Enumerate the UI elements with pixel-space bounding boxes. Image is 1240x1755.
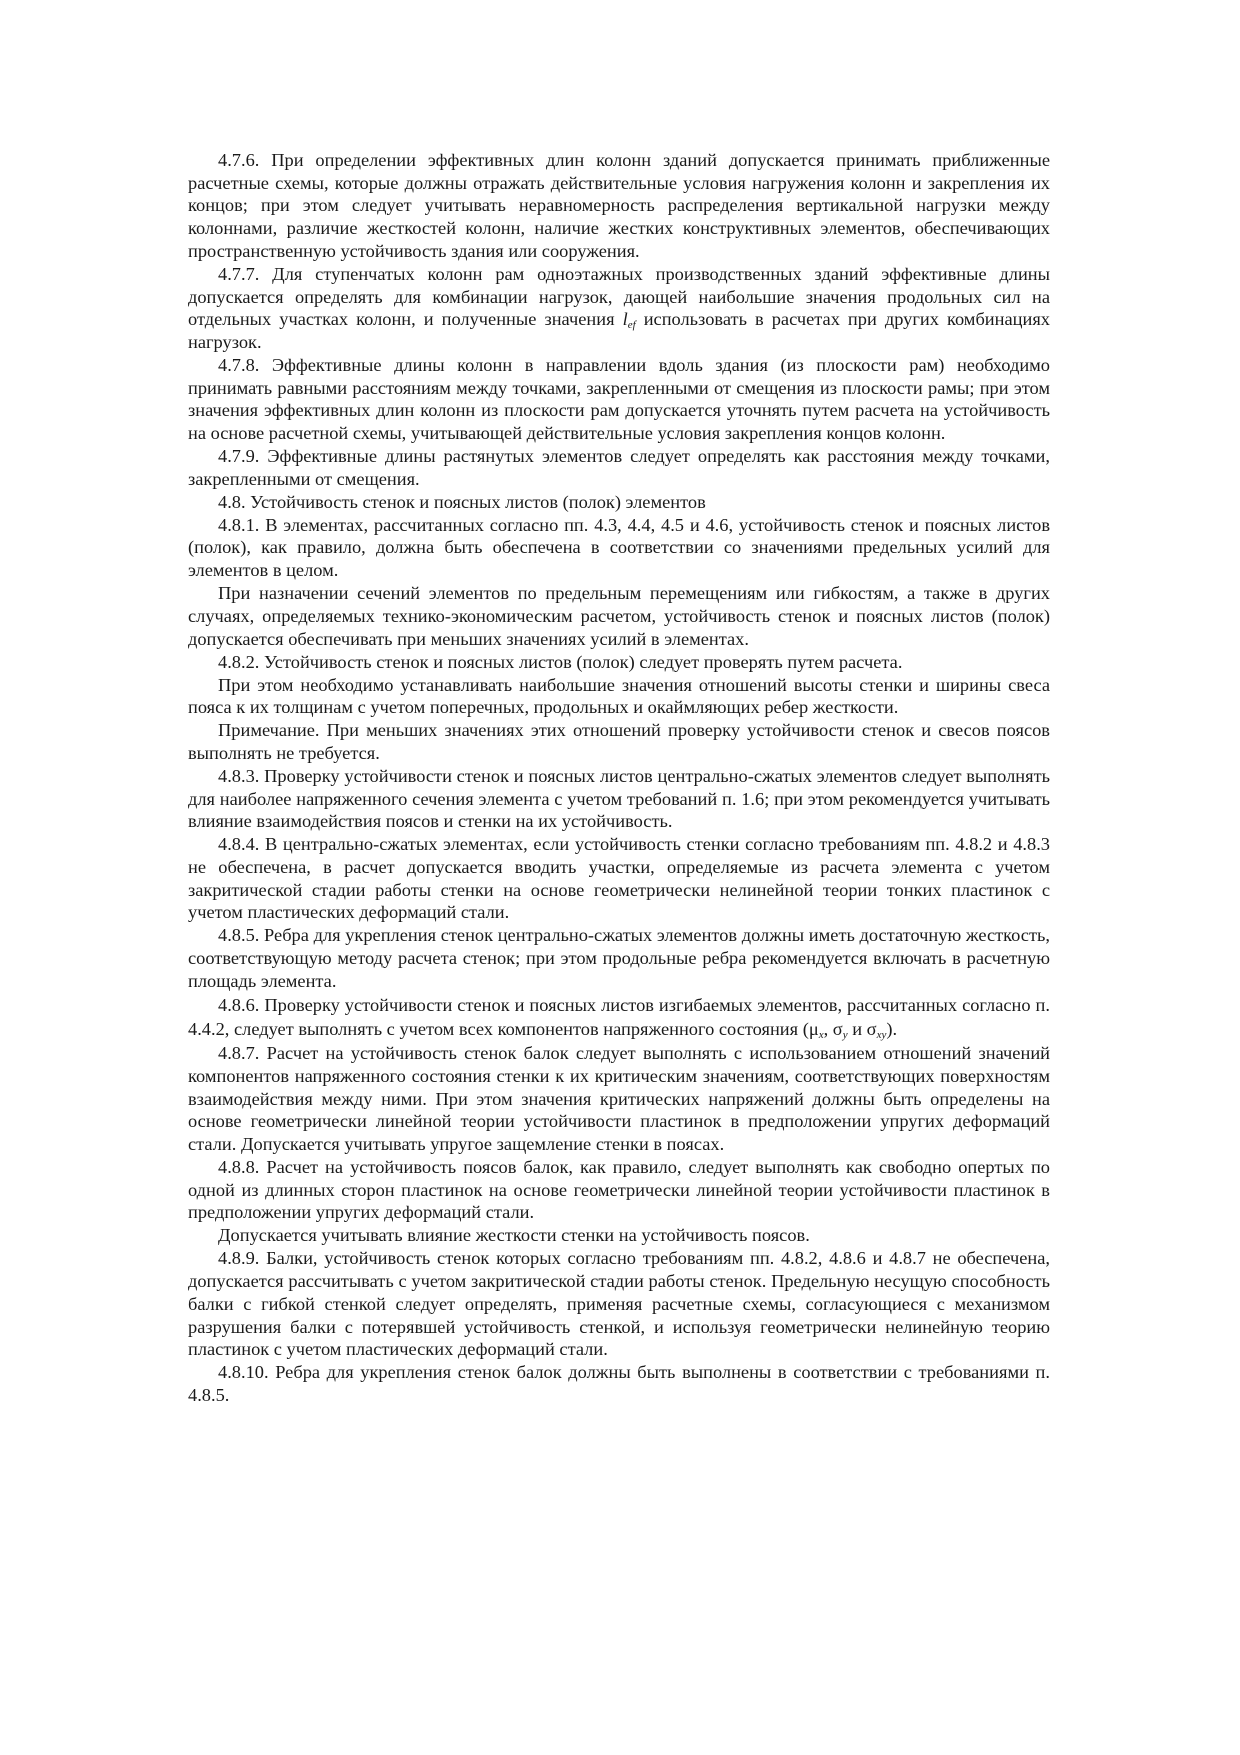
sigma-xy-symbol: $\sigma_{xy}$ [866, 1019, 887, 1042]
paragraph-4-8-9: 4.8.9. Балки, устойчивость стенок которых согласно требованиям пп. 4.8.2, 4.8.6 и 4.8.7 не обеспечена, допускается рассчитывать с учетом закритической стадии работы стенок. Предельную несущую способность балки с гибкой стенкой следует определять, применяя расчетные схемы, согласующиеся с механизмом разрушения балки с потерявшей устойчивость стенкой, и используя геометрически нелинейную теорию пластинок с учетом пластических деформаций стали. [188, 1248, 1050, 1360]
paragraph-ratio-requirement: При этом необходимо устанавливать наибольшие значения отношений высоты стенки и ширины свеса пояса к их толщинам с учетом поперечных, продольных и окаймляющих ребер жесткости. [188, 674, 1050, 718]
paragraph-4-8-6-text-end: ). [886, 1019, 898, 1040]
paragraph-4-7-7 [188, 263, 1050, 354]
paragraph-4-8-7: 4.8.7. Расчет на устойчивость стенок балок следует выполнять с использованием отношений значений компонентов напряженного состояния стенки к их критическим значениям, соответствующих поверхностям взаимодействия между ними. При этом значения критических напряжений должны быть определены на основе геометрически линейной теории устойчивости пластинок в предположении упругих деформаций стали. Допускается учитывать упругое защемление стенки в поясах. [188, 1043, 1050, 1154]
effective-length-symbol: $l_{ef}$ [622, 309, 636, 332]
paragraph-section-assignment: При назначении сечений элементов по предельным перемещениям или гибкостям, а также в других случаях, определяемых технико-экономическим расчетом, устойчивость стенок и поясных листов (полок) допускается обеспечивать при меньших значениях усилий в элементах. [188, 583, 1050, 649]
paragraph-note: Примечание. При меньших значениях этих отношений проверку устойчивости стенок и свесов поясов выполнять не требуется. [188, 720, 1050, 763]
paragraph-4-8-10: 4.8.10. Ребра для укрепления стенок балок должны быть выполнены в соответствии с требованиями п. 4.8.5. [188, 1362, 1050, 1405]
section-heading-4-8: 4.8. Устойчивость стенок и поясных листов (полок) элементов [218, 491, 706, 512]
paragraph-4-8-8: 4.8.8. Расчет на устойчивость поясов балок, как правило, следует выполнять как свободно опертых по одной из длинных сторон пластинок на основе геометрически линейной теории устойчивости пластинок в предположении упругих деформаций стали. [188, 1156, 1050, 1223]
paragraph-4-8-4: 4.8.4. В центрально-сжатых элементах, если устойчивость стенки согласно требованиям пп. 4.8.2 и 4.8.3 не обеспечена, в расчет допускается вводить участки, определяемые из расчета элемента с учетом закритической стадии работы стенки на основе геометрически нелинейной теории тонких пластинок с учетом пластических деформаций стали. [188, 834, 1050, 923]
paragraph-4-7-9: 4.7.9. Эффективные длины растянутых элементов следует определять как расстояния между точками, закрепленными от смещения. [188, 446, 1050, 489]
paragraph-4-7-7-text-start: 4.7.7. Для ступенчатых колонн рам одноэтажных производственных зданий эффективные длины допускается определять для комбинации нагрузок, дающей наибольшие значения продольных сил на отдельных участках колонн, и полученные значения [188, 263, 1050, 330]
paragraph-4-8-6-text-start: 4.8.6. Проверку устойчивости стенок и поясных листов изгибаемых элементов, рассчитанных согласно п. 4.4.2, следует выполнять с учетом всех компонентов напряженного состояния ( [188, 994, 1050, 1040]
paragraph-4-8-6: 4.8.6. Проверку устойчивости стенок и поясных листов изгибаемых элементов, рассчитанных согласно п. 4.4.2, следует выполнять с учетом всех компонентов напряженного состояния ($\mu_x$, $\sigma_y$ и $\sigma_{xy}$). [188, 994, 1050, 1042]
paragraph-4-8-1: 4.8.1. В элементах, рассчитанных согласно пп. 4.3, 4.4, 4.5 и 4.6, устойчивость стенок и поясных листов (полок), как правило, должна быть обеспечена в соответствии со значениями предельных усилий для элементов в целом. [188, 514, 1050, 581]
paragraph-web-stiffness: Допускается учитывать влияние жесткости стенки на устойчивость поясов. [218, 1225, 810, 1246]
effective-length-subscript: ef [627, 319, 636, 332]
sigma-y-symbol: $\sigma_y$ [832, 1019, 848, 1042]
paragraph-4-7-6: 4.7.6. При определении эффективных длин колонн зданий допускается принимать приближенные расчетные схемы, которые должны отражать действительные условия нагружения колонн и закрепления их концов; при этом следует учитывать неравномерность распределения вертикальной нагрузки между колоннами, различие жесткостей колонн, наличие жестких конструктивных элементов, обеспечивающих пространственную устойчивость здания или сооружения. [188, 150, 1050, 261]
document-page [188, 149, 1050, 1407]
paragraph-4-7-7-text-end: использовать в расчетах при других комбинациях нагрузок. [188, 309, 1050, 352]
paragraph-4-8-5: 4.8.5. Ребра для укрепления стенок центрально-сжатых элементов должны иметь достаточную жесткость, соответствующую методу расчета стенок; при этом продольные ребра рекомендуется включать в расчетную площадь элемента. [188, 925, 1050, 991]
mu-x-symbol: $\mu_x$ [808, 1019, 824, 1042]
paragraph-4-8-2: 4.8.2. Устойчивость стенок и поясных листов (полок) следует проверять путем расчета. [218, 651, 903, 672]
paragraph-4-7-8: 4.7.8. Эффективные длины колонн в направлении вдоль здания (из плоскости рам) необходимо принимать равными расстояниям между точками, закрепленными от смещения из плоскости рамы; при этом значения эффективных длин колонн из плоскости рам допускается уточнять путем расчета на устойчивость на основе расчетной схемы, учитывающей действительные условия закрепления концов колонн. [188, 354, 1050, 444]
paragraph-4-8-3: 4.8.3. Проверку устойчивости стенок и поясных листов центрально-сжатых элементов следует выполнять для наиболее напряженного сечения элемента с учетом требований п. 1.6; при этом рекомендуется учитывать влияние взаимодействия поясов и стенки на их устойчивость. [188, 765, 1050, 832]
